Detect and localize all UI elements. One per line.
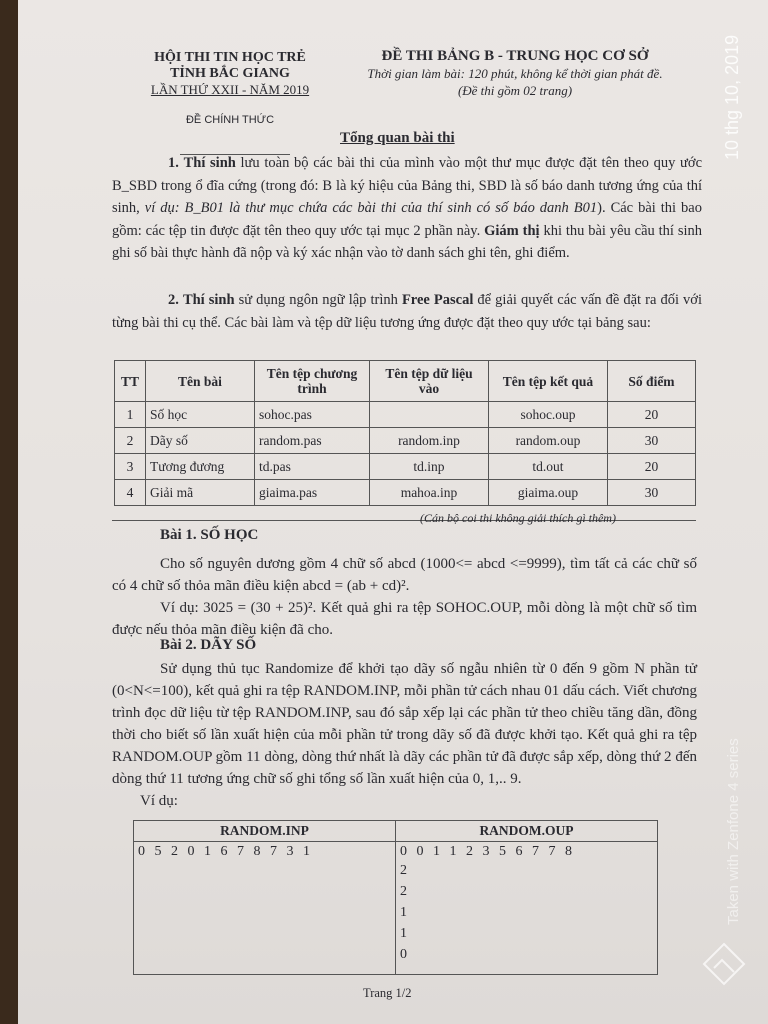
- table-cell: td.out: [489, 454, 608, 480]
- table-cell: random.oup: [489, 428, 608, 454]
- col-header: Tên bài: [146, 361, 255, 402]
- exam-title: ĐỀ THI BẢNG B - TRUNG HỌC CƠ SỞ: [381, 48, 649, 64]
- paragraph-2: [112, 289, 702, 334]
- bai1-text1: Cho số nguyên dương gồm 4 chữ số abcd (1000<= abcd <=9999), tìm tất cả các chữ số có 4 chữ số thỏa mãn điều kiện abcd = (ab + cd)².: [112, 556, 697, 594]
- exam-pages: (Đề thi gồm 02 trang): [457, 83, 573, 98]
- p1-bold1: Thí sinh: [183, 155, 236, 171]
- p1-bold2: Giám thị: [484, 222, 540, 239]
- camera-watermark: [725, 670, 755, 930]
- col-header: TT: [115, 361, 146, 402]
- table-cell: 2: [115, 428, 146, 454]
- bai1-title: Bài 1. SỐ HỌC: [160, 527, 259, 543]
- count-line: 1: [400, 905, 407, 920]
- table-cell: mahoa.inp: [370, 480, 489, 506]
- count-line: 2: [400, 863, 407, 878]
- table-cell: td.pas: [255, 454, 370, 480]
- table-cell: Giải mã: [146, 480, 255, 506]
- table-cell: giaima.oup: [489, 480, 608, 506]
- p2-bold2: Free Pascal: [401, 292, 474, 308]
- camera-watermark-text: Taken with Zenfone 4 series: [725, 738, 742, 925]
- table-cell: 30: [608, 480, 696, 506]
- camera-date-text: 10 thg 10, 2019: [722, 34, 742, 160]
- table-cell: 20: [608, 454, 696, 480]
- p1-italic: ví dụ: B_B01 là thư mục chứa các bài thi của thí sinh có số báo danh B01: [144, 200, 598, 216]
- bai2-text1: Sử dụng thủ tục Randomize để khởi tạo dãy số ngẫu nhiên từ 0 đến 9 gồm N phần tử (0<N<=100), kết quả ghi ra tệp RANDOM.INP, mỗi phần tử cách nhau 01 dấu cách. Viết chương trình đọc dữ liệu từ tệp RANDOM.INP, sau đó sắp xếp lại các phần tử theo chiều tăng dần, đồng thời cho biết số lần xuất hiện của mỗi phần tử trong dãy số đã được khởi tạo. Kết quả ghi ra tệp RANDOM.OUP gồm 11 dòng, dòng thứ nhất là dãy các phần tử đã được sắp xếp, dòng thứ 2 đến dòng thứ 11 tương ứng chữ số ghi tổng số lần xuất hiện của 0, 1,.. 9.: [112, 661, 697, 787]
- example-output-header: RANDOM.OUP: [396, 821, 658, 842]
- proctor-note: (Cán bộ coi thi không giải thích gì thêm): [420, 511, 616, 525]
- table-row: [115, 402, 696, 428]
- table-cell: [370, 402, 489, 428]
- col-header: Tên tệp dữ liệu vào: [370, 361, 489, 402]
- example-input-line: 0 5 2 0 1 6 7 8 7 3 1: [138, 844, 313, 859]
- organizer-line2: TỈNH BẮC GIANG: [170, 66, 290, 81]
- table-cell: Số học: [146, 402, 255, 428]
- table-cell: 1: [115, 402, 146, 428]
- p1-text2: ). Các bài thi bao gồm: các tệp tin được đặt tên theo quy ước tại mục 2 phần này.: [112, 200, 702, 239]
- exam-header: [335, 48, 695, 99]
- bai1-text2: Ví dụ: 3025 = (30 + 25)². Kết quả ghi ra tệp SOHOC.OUP, mỗi dòng là một chữ số tìm được nếu thỏa mãn điều kiện đã cho.: [112, 600, 697, 638]
- table-cell: 30: [608, 428, 696, 454]
- example-input-header: RANDOM.INP: [134, 821, 396, 842]
- p2-text2: để giải quyết các vấn đề đặt ra đối với từng bài thi cụ thể. Các bài làm và tệp dữ liệu tương ứng được đặt theo quy ước tại bảng sau:: [112, 292, 702, 331]
- p2-num: 2.: [168, 292, 179, 308]
- count-line: 1: [400, 926, 407, 941]
- overview-title: Tổng quan bài thi: [340, 130, 455, 146]
- table-row: [115, 454, 696, 480]
- example-output-counts: [400, 860, 653, 965]
- organizer-header: [130, 50, 330, 128]
- organizer-line1: HỘI THI TIN HỌC TRẺ: [154, 50, 306, 65]
- table-cell: Dãy số: [146, 428, 255, 454]
- organizer-line3: LẦN THỨ XXII - NĂM 2019: [150, 82, 310, 97]
- table-cell: Tương đương: [146, 454, 255, 480]
- p2-text1: sử dụng ngôn ngữ lập trình: [234, 292, 402, 308]
- bai2-title: Bài 2. DÃY SỐ: [160, 637, 257, 653]
- table-cell: td.inp: [370, 454, 489, 480]
- example-table: [133, 820, 658, 975]
- count-line: 0: [400, 947, 407, 962]
- official-label: ĐỀ CHÍNH THỨC: [185, 114, 275, 126]
- table-row: [115, 480, 696, 506]
- table-cell: 20: [608, 402, 696, 428]
- table-row: [115, 428, 696, 454]
- paragraph-1: [112, 152, 702, 265]
- example-header: [134, 821, 658, 842]
- camera-logo-icon: [700, 940, 748, 988]
- table-cell: 4: [115, 480, 146, 506]
- example-input-cell: [134, 842, 396, 975]
- table-cell: 3: [115, 454, 146, 480]
- bai2-example-label: Ví dụ:: [140, 793, 178, 809]
- col-header: Tên tệp kết quả: [489, 361, 608, 402]
- example-output-first: 0 0 1 1 2 3 5 6 7 7 8: [400, 844, 575, 859]
- bai1-body: [112, 553, 697, 641]
- table-cell: random.inp: [370, 428, 489, 454]
- p1-text3: khi thu bài yêu cầu thí sinh ghi số bài thực hành đã nộp và ký xác nhận vào tờ danh sách ghi tên, ghi điểm.: [112, 222, 703, 261]
- exam-time: Thời gian làm bài: 120 phút, không kể thời gian phát đề.: [367, 66, 663, 81]
- example-output-cell: [396, 842, 658, 975]
- camera-date-stamp: [722, 20, 752, 170]
- table-cell: sohoc.oup: [489, 402, 608, 428]
- col-header: Tên tệp chương trình: [255, 361, 370, 402]
- p1-text1: lưu toàn bộ các bài thi của mình vào một thư mục được đặt tên theo quy ước B_SBD trong ổ đĩa cứng (trong đó: B là ký hiệu của Bảng thi, SBD là số báo danh tương ứng của thí sinh,: [112, 155, 703, 216]
- example-row: [134, 842, 658, 975]
- p2-bold1: Thí sinh: [182, 292, 235, 308]
- count-line: 2: [400, 884, 407, 899]
- page-number: Trang 1/2: [363, 986, 412, 1000]
- files-table: [114, 360, 696, 506]
- p1-num: 1.: [168, 155, 179, 171]
- files-table-header: [115, 361, 696, 402]
- table-cell: random.pas: [255, 428, 370, 454]
- table-cell: sohoc.pas: [255, 402, 370, 428]
- table-cell: giaima.pas: [255, 480, 370, 506]
- col-header: Số điểm: [608, 361, 696, 402]
- bai2-body: [112, 658, 697, 812]
